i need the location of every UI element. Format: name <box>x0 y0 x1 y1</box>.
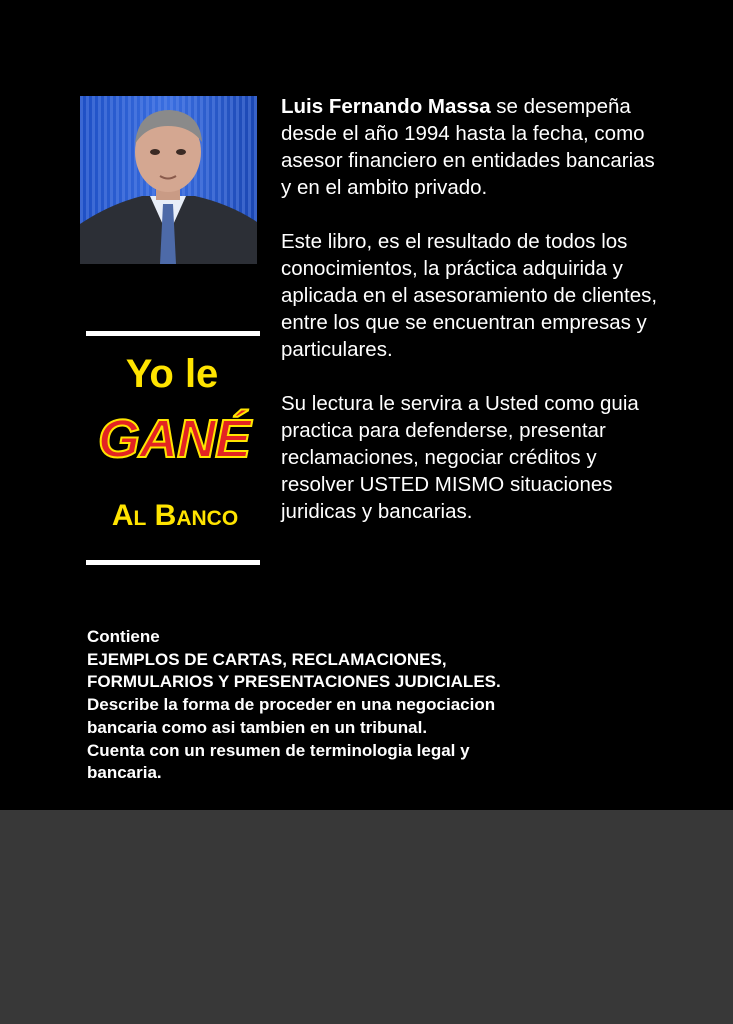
title-bottom-rule <box>86 560 260 565</box>
title-line-2: GANÉ <box>97 409 250 469</box>
contents-line: bancaria. <box>87 763 162 783</box>
contents-line: FORMULARIOS Y PRESENTACIONES JUDICIALES. <box>87 672 501 692</box>
contents-line: Describe la forma de proceder en una negociacion <box>87 695 496 715</box>
bio-paragraph-3: Su lectura le servira a Usted como guia practica para defenderse, presentar reclamaciones, negociar créditos y resolver USTED MISMO situaciones juridicas y bancarias. <box>281 392 639 523</box>
author-name: Luis Fernando Massa <box>281 95 491 118</box>
author-bio <box>281 93 661 525</box>
bio-paragraph-1-text: se desempeña desde el año 1994 hasta la fecha, como asesor financiero en entidades bancarias y en el ambito privado. <box>281 95 655 199</box>
contents-line: Cuenta con un resumen de terminologia legal y <box>87 740 470 760</box>
bio-paragraph-1 <box>281 93 661 201</box>
author-photo <box>80 96 257 264</box>
bio-paragraph-2: Este libro, es el resultado de todos los conocimientos, la práctica adquirida y aplicada en el asesoramiento de clientes, entre los que se encuentran empresas y particulares. <box>281 230 658 361</box>
title-line-1: Yo le <box>125 352 219 396</box>
bottom-band <box>0 810 733 1024</box>
contents-summary <box>87 626 647 785</box>
title-top-rule <box>86 331 260 336</box>
contents-line: bancaria como asi tambien en un tribunal. <box>87 717 428 737</box>
title-line-3: Al Banco <box>111 499 239 532</box>
contents-line: EJEMPLOS DE CARTAS, RECLAMACIONES, <box>87 649 447 669</box>
contents-line: Contiene <box>87 627 160 646</box>
